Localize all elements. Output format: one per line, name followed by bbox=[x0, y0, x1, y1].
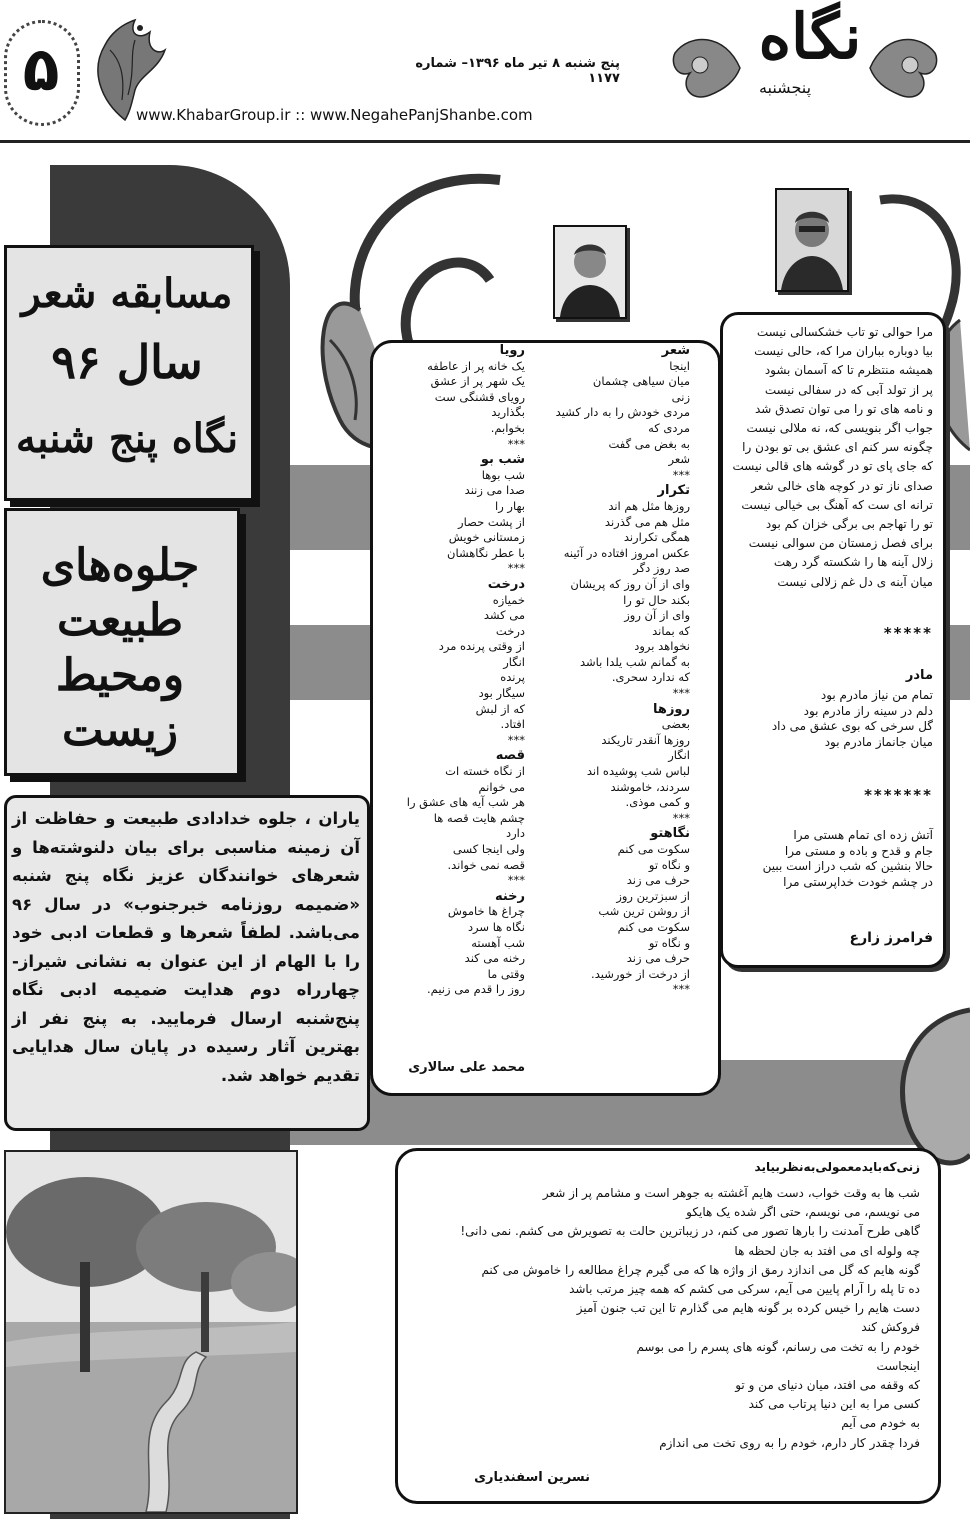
poem-line: وای از آن روز bbox=[624, 608, 690, 623]
poem-line: یک شهر پر از عشق bbox=[430, 374, 525, 389]
zare-ghazal bbox=[728, 323, 933, 592]
text-line: پر از تولد آبی که در سفالی نیست bbox=[764, 382, 933, 397]
poem-line: رخنه می کند bbox=[464, 951, 525, 966]
text-line: بیا دوباره بباران مرا که، حالی نیست bbox=[754, 344, 933, 359]
poem-line: ولی اینجا کسی bbox=[452, 842, 525, 856]
poem-line: روزها آنقدر تاریکند bbox=[601, 732, 690, 747]
text-line: شب ها به وقت خواب، دست هایم آغشته به جوهر است و مشامم پر از شعر bbox=[542, 1186, 920, 1200]
poem-line: زنی bbox=[671, 389, 690, 404]
poem-line: شب آهسته bbox=[471, 935, 525, 950]
text-line: همیشه منتظرم تا که آسمان بشود bbox=[764, 363, 933, 378]
left-ornament-icon bbox=[665, 23, 745, 113]
poem-line: عکس امروز افتاده در آئینه bbox=[563, 545, 690, 560]
poem-line: از سبزترین روز bbox=[616, 888, 690, 903]
text-line: در چشم خودت خداپرستی مرا bbox=[783, 874, 933, 889]
poem-line: *** bbox=[672, 467, 690, 482]
poem-title-mother: مادر bbox=[905, 668, 933, 683]
poem-title: روزها bbox=[653, 701, 690, 717]
poem-line: صد روز دگر bbox=[633, 561, 690, 576]
poem-line: قصه نمی خواند. bbox=[447, 857, 525, 872]
text-line: خودم را به تخت می رسانم، گونه های پسرم را می بوسم bbox=[636, 1339, 920, 1354]
poem-line: بگذارید bbox=[491, 405, 525, 420]
text-line: آتش زده ای تمام هستی مرا bbox=[793, 828, 933, 842]
poem-line: از نگاه خسته ات bbox=[445, 764, 525, 779]
text-line: صدای ناز تو در کوچه های خالی شعر bbox=[751, 478, 933, 493]
poem-line: به بغض می گفت bbox=[608, 436, 690, 451]
text-line: فروکش کند bbox=[861, 1320, 920, 1335]
prose-title: زنی‌که‌باید‌معمولی‌به‌نظر‌بیاید bbox=[754, 1160, 920, 1174]
poem-title: رویا bbox=[499, 343, 525, 358]
text-line: تو را تهاجم بی برگی خزان کم بود bbox=[765, 517, 933, 532]
salari-poems-right-column bbox=[540, 343, 690, 998]
poem-line: سکوت می کنم bbox=[617, 842, 690, 856]
text-line: ده تا پله را آرام پایین می آیم، سرکی می کشم که همه چیز مرتب باشد bbox=[569, 1282, 920, 1297]
poem-line: زمستانی خویش bbox=[448, 530, 525, 545]
text-line: جواب اگر بنویسی که، نه ملالی نیست bbox=[746, 421, 933, 436]
poem-title: شعر bbox=[661, 343, 690, 358]
poem-line: از پشت حصار bbox=[458, 514, 525, 529]
text-line: میان جانماز مادرم بود bbox=[824, 734, 933, 749]
poem-line: از درخت از خورشید. bbox=[591, 966, 690, 981]
masthead-title: نگاه bbox=[758, 0, 862, 73]
website-links[interactable]: www.KhabarGroup.ir :: www.NegahePanjShanbe.com bbox=[136, 106, 533, 124]
text-line: گونه هایم که گل می اندازد رمق از واژه ها که می گیرم چراغ مطالعه را خاموش می کنم bbox=[481, 1262, 920, 1277]
page-number: ۵ bbox=[22, 35, 60, 105]
poem-title: شب بو bbox=[480, 452, 525, 468]
text-line: تمام من نیاز مادرم بود bbox=[820, 688, 933, 702]
masthead bbox=[665, 0, 945, 118]
poem-line: نخواهد برود bbox=[634, 639, 690, 654]
poem-title: نگاهتو bbox=[650, 826, 690, 842]
poem-line: همگی تکرارند bbox=[623, 530, 690, 545]
text-line: کسی مرا به این دنیا پرتاب می کند bbox=[748, 1397, 920, 1412]
poem-line: حرف می زند bbox=[626, 873, 690, 888]
theme-title-line: جلوه‌های bbox=[40, 540, 200, 591]
text-line: که جای پای تو در گوشه های قالی نیست bbox=[732, 459, 933, 474]
poem-line: و نگاه تو bbox=[648, 935, 690, 950]
text-line: اینجاست bbox=[876, 1358, 920, 1373]
poem-line: هر شب آیه های عشق را bbox=[406, 795, 525, 810]
stars-separator: ***** bbox=[883, 624, 933, 642]
masthead-subtitle: پنجشنبه bbox=[758, 78, 812, 97]
author-portrait-salari bbox=[553, 225, 627, 319]
text-line: و نامه های تو را می توان تصدق شد bbox=[754, 401, 933, 416]
text-line: گاهی طرح آمدنت را بارها تصور می کنم، در زیباترین حالت به تصویرش می کشم. نمی دانی! bbox=[460, 1224, 920, 1239]
text-line: مرا حوالی تو تاب خشکسالی نیست bbox=[756, 325, 933, 339]
text-line: دست هایم را خیس کرده بر گونه هایم می گذارم تا این تب جنون آمیز bbox=[576, 1301, 920, 1316]
text-line: می نویسم، می نویسم، حتی اگر شده یک هایکو bbox=[686, 1205, 920, 1220]
poem-line: بهار را bbox=[495, 498, 525, 513]
poem-line: سردند، خاموشند bbox=[610, 779, 690, 794]
zare-mother-quatrain bbox=[728, 688, 933, 750]
person-silhouette-icon bbox=[555, 227, 625, 317]
poem-line: دارد bbox=[506, 826, 525, 841]
contest-title-line: نگاه پنج شنبه bbox=[15, 415, 239, 462]
poem-line: با عطر نگاهشان bbox=[447, 545, 525, 560]
poem-line: *** bbox=[507, 561, 525, 576]
poem-line: پرنده bbox=[500, 670, 525, 685]
poem-line: رویای قشنگی ست bbox=[434, 389, 525, 404]
text-line: برای فصل زمستان من سوالی نیست bbox=[748, 536, 933, 551]
prose-text bbox=[410, 1184, 920, 1453]
poem-line: و نگاه تو bbox=[648, 857, 690, 872]
text-line: ترانه ای ست که آهنگ بی خیالی نیست bbox=[741, 497, 933, 512]
announcement-text: یاران ، جلوه خدادادی طبیعت و حفاظت از آن زمینه مناسبی برای بیان دلنوشته‌ها و شعرهای خوانندگان عزیز نگاه پنج شنبه «ضمیمه روزنامه خبرجنوب» در سال ۹۶ می‌باشد. لطفاً شعرها و قطعات ادبی خود را با الهام از این عنوان به نشانی شیراز- چهارراه دوم هدایت ضمیمه ادبی نگاه پنج‌شنبه ارسال فرمایید. به پنج نفر از بهترین آثار رسیده در پایان سال هدایایی تقدیم خواهد شد. bbox=[12, 809, 360, 1085]
issue-date-line: پنج شنبه ۸ تیر ماه ۱۳۹۶– شماره ۱۱۷۷ bbox=[415, 56, 620, 86]
contest-title-line: سال ۹۶ bbox=[51, 335, 203, 389]
poem-title: رخنه bbox=[494, 888, 525, 904]
landscape-photo bbox=[4, 1150, 298, 1514]
poem-line: اینجا bbox=[669, 358, 690, 373]
poem-line: لباس شب پوشیده اند bbox=[586, 764, 690, 779]
poem-title: قصه bbox=[495, 748, 525, 764]
text-line: چه ولوله ای می افتد به جان لحظه ها bbox=[734, 1243, 920, 1258]
poem-line: *** bbox=[507, 873, 525, 888]
poem-line: شب بوها bbox=[481, 467, 525, 482]
poem-line: خمیازه bbox=[492, 592, 525, 607]
poem-line: وای از آن روز که پریشان bbox=[570, 576, 690, 591]
poem-line: *** bbox=[672, 982, 690, 997]
poem-line: انگار bbox=[503, 654, 525, 669]
text-line: به خودم می آیم bbox=[841, 1416, 920, 1431]
poem-line: صدا می زنند bbox=[464, 483, 525, 498]
poem-line: شعر bbox=[668, 452, 690, 467]
poem-line: بخوابم. bbox=[490, 420, 525, 435]
author-name-zare: فرامرز زارع bbox=[849, 930, 933, 946]
poem-line: از روشن ترین شب bbox=[598, 904, 690, 919]
text-line: حالا بنشین که شب دراز است ببین bbox=[762, 859, 933, 874]
poem-line: می خوانم bbox=[478, 779, 525, 794]
text-line: که وقفه می افتد، میان دنیای من و تو bbox=[735, 1378, 920, 1393]
contest-title-line: مسابقه شعر bbox=[21, 270, 233, 317]
poem-line: میان سیاهی چشمان bbox=[592, 374, 690, 389]
text-line: دلم در سینه راز مادرم بود bbox=[803, 703, 933, 718]
poem-line: *** bbox=[507, 436, 525, 451]
poem-line: مردی که bbox=[648, 420, 690, 435]
text-line: زلال آینه ها را شکسته گرد رهت bbox=[773, 555, 933, 570]
poem-line: *** bbox=[672, 810, 690, 825]
author-name-esfandiari: نسرین اسفندیاری bbox=[474, 1470, 590, 1485]
poem-line: نگاه ها سرد bbox=[467, 919, 525, 934]
poem-line: می کشد bbox=[483, 608, 525, 623]
poem-line: مثل هم می گذرند bbox=[604, 514, 690, 529]
poem-line: سیگار بود bbox=[478, 686, 525, 701]
theme-title-line: زیست bbox=[62, 705, 178, 756]
poem-line: که ندارد سحری. bbox=[611, 670, 690, 685]
poem-line: حرف می زند bbox=[626, 951, 690, 966]
poem-line: روز را قدم می زنیم. bbox=[427, 982, 525, 997]
poem-line: درخت bbox=[495, 623, 525, 638]
theme-title-line: ومحیط bbox=[55, 650, 185, 701]
author-portrait-zare bbox=[775, 188, 849, 292]
poem-line: *** bbox=[672, 686, 690, 701]
poem-line: روزها مثل هم اند bbox=[608, 498, 690, 513]
poem-line: و کمی موذی. bbox=[625, 795, 690, 810]
text-line: چگونه سر کنم ای عشق بی تو بودن را bbox=[742, 440, 933, 455]
poem-line: از وقتی پرنده مرد bbox=[438, 639, 525, 654]
poem-line: *** bbox=[507, 732, 525, 747]
poem-line: که از لبش bbox=[475, 701, 525, 716]
zare-last-quatrain bbox=[728, 828, 933, 890]
poem-line: بکند حال تو را bbox=[623, 592, 690, 607]
poem-line: چشم هایت قصه ها bbox=[433, 810, 525, 825]
poem-line: مردی خودش را به دار کشید bbox=[555, 405, 690, 420]
poem-line: افتاد. bbox=[500, 717, 525, 732]
poem-title: درخت bbox=[487, 576, 525, 592]
poem-line: وقتی ما bbox=[487, 966, 525, 981]
text-line: میان آینه ی دل غم زلالی نیست bbox=[777, 574, 933, 589]
poem-line: به گمانم شب یلدا باشد bbox=[579, 654, 690, 669]
poem-line: انگار bbox=[668, 748, 690, 763]
text-line: جام و قدح و باده و مستی مرا bbox=[784, 843, 933, 858]
text-line: فردا چقدر کار دارم، خودم را به روی تخت می اندازم bbox=[659, 1435, 920, 1450]
poem-line: بعضی bbox=[661, 717, 690, 732]
author-name-salari: محمد علی سالاری bbox=[408, 1060, 525, 1075]
stars-separator: ******* bbox=[864, 786, 933, 804]
poem-line: چراغ ها خاموش bbox=[447, 904, 525, 919]
poem-line: یک خانه پر از عاطفه bbox=[427, 358, 525, 373]
salari-poems-left-column bbox=[395, 343, 525, 998]
text-line: گل سرخی که بوی عشق می داد bbox=[771, 719, 933, 733]
poem-line: سکوت می کنم bbox=[617, 919, 690, 934]
poem-title: تکرار bbox=[657, 483, 690, 499]
theme-title-line: طبیعت bbox=[56, 595, 183, 646]
right-ornament-icon bbox=[865, 23, 945, 113]
poem-line: که بماند bbox=[652, 623, 690, 638]
person-silhouette-icon bbox=[777, 190, 847, 290]
